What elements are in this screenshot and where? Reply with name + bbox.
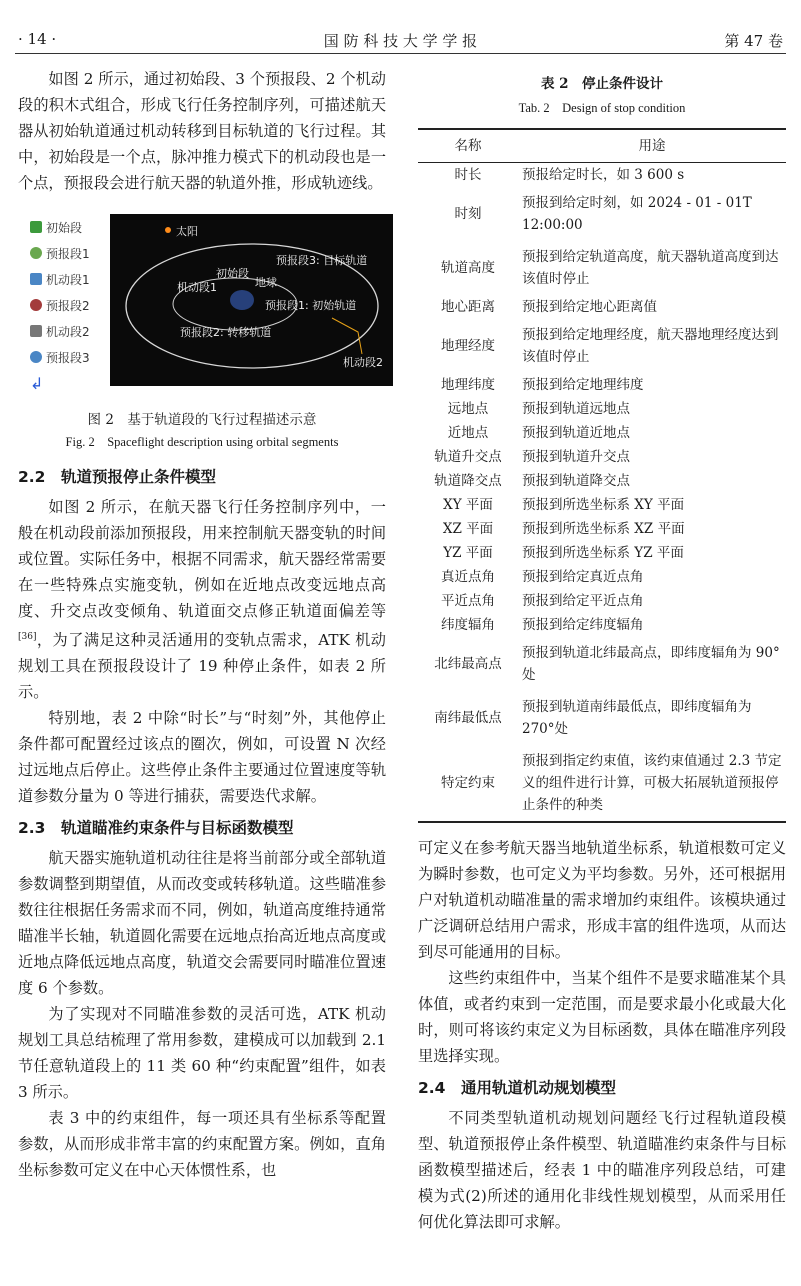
maneuver2-pointer	[332, 318, 362, 354]
table-row	[418, 187, 786, 241]
continued-paragraph: 可定义在参考航天器当地轨道坐标系，轨道根数可定义为瞬时参数，也可定义为平均参数。另外，还可根据用户对轨道机动瞄准量的需求增加约束组件。该模块通过广泛调研总结用户需求，形成丰富的组件选项，从而达到尽可能通用的目标。	[418, 839, 786, 961]
segment-item-pred3[interactable]: 预报段3	[30, 344, 102, 370]
label-maneuver1: 机动段1	[177, 281, 217, 294]
section-2-2-paragraph-1: 如图 2 所示，在航天器飞行任务控制序列中，一般在机动段前添加预报段，用来控制航天器变轨的时间或位置。实际任务中，根据不同需求，航天器经常需要在一些特殊点实施变轨，例如在近地点改变远地点高度、升交点改变倾角、轨道面交点修正轨道面偏差等[36]，为了满足这种灵活通用的变轨点需求，ATK 机动规划工具在预报段设计了 19 种停止条件，如表 2 所示。	[18, 498, 386, 702]
paragraph-objective-function: 这些约束组件中，当某个组件不是要求瞄准某个具体值，或者约束到一定范围，而是要求最小化或最大化时，则可将该约束定义为目标函数，具体在瞄准序列段里选择实现。	[418, 969, 786, 1065]
stop-condition-table	[418, 128, 786, 823]
return-arrow-icon[interactable]: ↲	[30, 373, 44, 393]
label-target: 预报段3: 目标轨道	[276, 254, 368, 267]
label-earth: 地球	[255, 276, 277, 289]
condition-name: 特定约束	[418, 745, 518, 822]
table-row	[418, 589, 786, 613]
table-row	[418, 613, 786, 637]
globe-icon	[30, 351, 42, 363]
condition-usage: 预报到所选坐标系 XZ 平面	[522, 521, 685, 537]
condition-name: 近地点	[447, 425, 489, 441]
section-2-3-paragraph-3: 表 3 中的约束组件，每一项还具有坐标系等配置参数，从而形成非常丰富的约束配置方案。例如，直角坐标参数可定义在中心天体惯性系，也	[18, 1109, 386, 1180]
condition-name: 轨道降交点	[434, 473, 502, 489]
segment-list	[30, 214, 102, 396]
right-column	[418, 72, 786, 1235]
table-row	[418, 319, 786, 373]
table-row	[418, 517, 786, 541]
condition-usage: 预报到给定地心距离值	[522, 299, 657, 315]
segment-item-pred2[interactable]: 预报段2	[30, 292, 102, 318]
citation[interactable]: [36]	[18, 632, 37, 642]
column-header-usage: 用途	[518, 129, 786, 163]
label-sun: 太阳	[176, 225, 198, 238]
figure-caption-cn: 图 2 基于轨道段的飞行过程描述示意	[87, 412, 317, 428]
condition-name: 平近点角	[441, 593, 495, 609]
section-2-3-paragraph-1: 航天器实施轨道机动往往是将当前部分或全部轨道参数调整到期望值，从而改变或转移轨道。这些瞄准参数往往根据任务需求而不同，例如，轨道高度维持通常瞄准半长轴，轨道圆化需要在远地点抬高近地点高度或近地点降低远地点高度，轨道交会需要同时瞄准位置速度 6 个参数。	[18, 849, 386, 998]
rocket-icon	[30, 325, 42, 337]
condition-name: 地心距离	[441, 299, 495, 315]
condition-usage: 预报给定时长，如 3 600 s	[522, 167, 685, 183]
condition-name: 轨道升交点	[434, 449, 502, 465]
table-header-row	[418, 129, 786, 163]
label-pred2: 预报段2: 转移轨道	[180, 326, 272, 339]
condition-name: XZ 平面	[442, 521, 494, 537]
condition-usage: 预报到给定地理纬度	[522, 377, 644, 393]
condition-usage: 预报到轨道近地点	[522, 425, 630, 441]
flag-icon	[30, 221, 42, 233]
condition-name: 真近点角	[441, 569, 495, 585]
section-2-2-paragraph-2: 特别地，表 2 中除“时长”与“时刻”外，其他停止条件都可配置经过该点的圈次，例如，可设置 N 次经过远地点后停止。这些停止条件主要通过位置速度等轨道参数分量为 0 等进行捕获，需要迭代求解。	[18, 709, 386, 806]
section-2-2-title: 2.2 轨道预报停止条件模型	[18, 468, 216, 486]
table-row	[418, 421, 786, 445]
condition-usage: 预报到给定地理经度，航天器地理经度达到该值时停止	[522, 327, 779, 365]
section-2-3-paragraph-2: 为了实现对不同瞄准参数的灵活可选，ATK 机动规划工具总结梳理了常用参数，建模成可以加载到 2.1 节任意轨道段上的 11 类 60 种“约束配置”组件，如表 3 所示。	[18, 1005, 386, 1102]
intro-paragraph: 如图 2 所示，通过初始段、3 个预报段、2 个机动段的积木式组合，形成飞行任务控制序列，可描述航天器从初始轨道通过机动转移到目标轨道的飞行过程。其中，初始段是一个点，脉冲推力模式下的机动段也是一个点，预报段会进行航天器的轨道外推，形成轨迹线。	[18, 70, 386, 192]
condition-name: 北纬最高点	[434, 656, 502, 672]
condition-usage: 预报到轨道降交点	[522, 473, 630, 489]
globe-icon	[30, 247, 42, 259]
condition-usage: 预报到给定平近点角	[522, 593, 644, 609]
segment-item-pred1[interactable]: 预报段1	[30, 240, 102, 266]
condition-name: 纬度辐角	[441, 617, 495, 633]
page-number: · 14 ·	[18, 30, 57, 48]
table-title-cn: 表 2 停止条件设计	[540, 76, 664, 92]
table-row	[418, 445, 786, 469]
table-title-en: Tab. 2 Design of stop condition	[518, 101, 686, 115]
segment-item-man1[interactable]: 机动段1	[30, 266, 102, 292]
table-row	[418, 469, 786, 493]
table-row	[418, 745, 786, 822]
table-row	[418, 637, 786, 691]
condition-usage: 预报到给定时刻，如 2024 - 01 - 01T 12:00:00	[522, 195, 752, 233]
condition-usage: 预报到指定约束值，该约束值通过 2.3 节定义的组件进行计算，可极大拓展轨道预报停止条件的种类	[518, 745, 786, 822]
header-rule	[15, 53, 786, 54]
label-maneuver2: 机动段2	[343, 356, 383, 369]
table-row	[418, 493, 786, 517]
section-2-4-title: 2.4 通用轨道机动规划模型	[418, 1079, 616, 1097]
condition-usage: 预报到给定真近点角	[522, 569, 644, 585]
segment-item-man2[interactable]: 机动段2	[30, 318, 102, 344]
table-row	[418, 397, 786, 421]
globe-icon	[30, 299, 42, 311]
condition-usage: 预报到给定轨道高度，航天器轨道高度到达该值时停止	[522, 249, 779, 287]
table-row	[418, 691, 786, 745]
condition-name: 时刻	[454, 206, 482, 222]
condition-usage: 预报到轨道升交点	[522, 449, 630, 465]
table-row	[418, 295, 786, 319]
condition-usage: 预报到轨道远地点	[522, 401, 630, 417]
label-initial: 初始段	[216, 267, 249, 280]
table-row	[418, 241, 786, 295]
condition-usage: 预报到轨道北纬最高点，即纬度辐角为 90°处	[522, 645, 780, 683]
section-2-4-paragraph-1: 不同类型轨道机动规划问题经飞行过程轨道段模型、轨道预报停止条件模型、轨道瞄准约束条件与目标函数模型描述后，经表 1 中的瞄准序列段总结，可建模为式(2)所述的通用化非线性规划模型，从而采用任何优化算法即可求解。	[418, 1109, 786, 1231]
condition-name: 南纬最低点	[434, 710, 502, 726]
table-row	[418, 373, 786, 397]
condition-name: 地理经度	[441, 338, 495, 354]
condition-name: XY 平面	[443, 497, 493, 513]
table-row	[418, 565, 786, 589]
figure-caption-en: Fig. 2 Spaceflight description using orbital segments	[65, 435, 339, 449]
journal-title: 国 防 科 技 大 学 学 报	[323, 32, 478, 50]
condition-usage: 预报到所选坐标系 YZ 平面	[522, 545, 684, 561]
condition-usage: 预报到轨道南纬最低点，即纬度辐角为 270°处	[522, 699, 752, 737]
left-column	[18, 66, 386, 1183]
condition-name: 轨道高度	[441, 260, 495, 276]
condition-name: 地理纬度	[441, 377, 495, 393]
earth	[230, 290, 254, 310]
rocket-icon	[30, 273, 42, 285]
label-pred1: 预报段1: 初始轨道	[265, 299, 357, 312]
condition-usage: 预报到所选坐标系 XY 平面	[522, 497, 685, 513]
volume: 第 47 卷	[724, 32, 783, 50]
table-row	[418, 163, 786, 188]
condition-usage: 预报到给定纬度辐角	[522, 617, 644, 633]
section-2-3-title: 2.3 轨道瞄准约束条件与目标函数模型	[18, 819, 294, 838]
sun-dot	[165, 227, 171, 233]
column-header-name: 名称	[418, 129, 518, 163]
condition-name: YZ 平面	[443, 545, 493, 561]
figure-2	[18, 214, 386, 392]
condition-name: 远地点	[447, 401, 489, 417]
table-row	[418, 541, 786, 565]
segment-item-initial[interactable]: 初始段	[30, 214, 102, 240]
orbit-canvas	[110, 214, 393, 386]
condition-name: 时长	[454, 167, 482, 183]
